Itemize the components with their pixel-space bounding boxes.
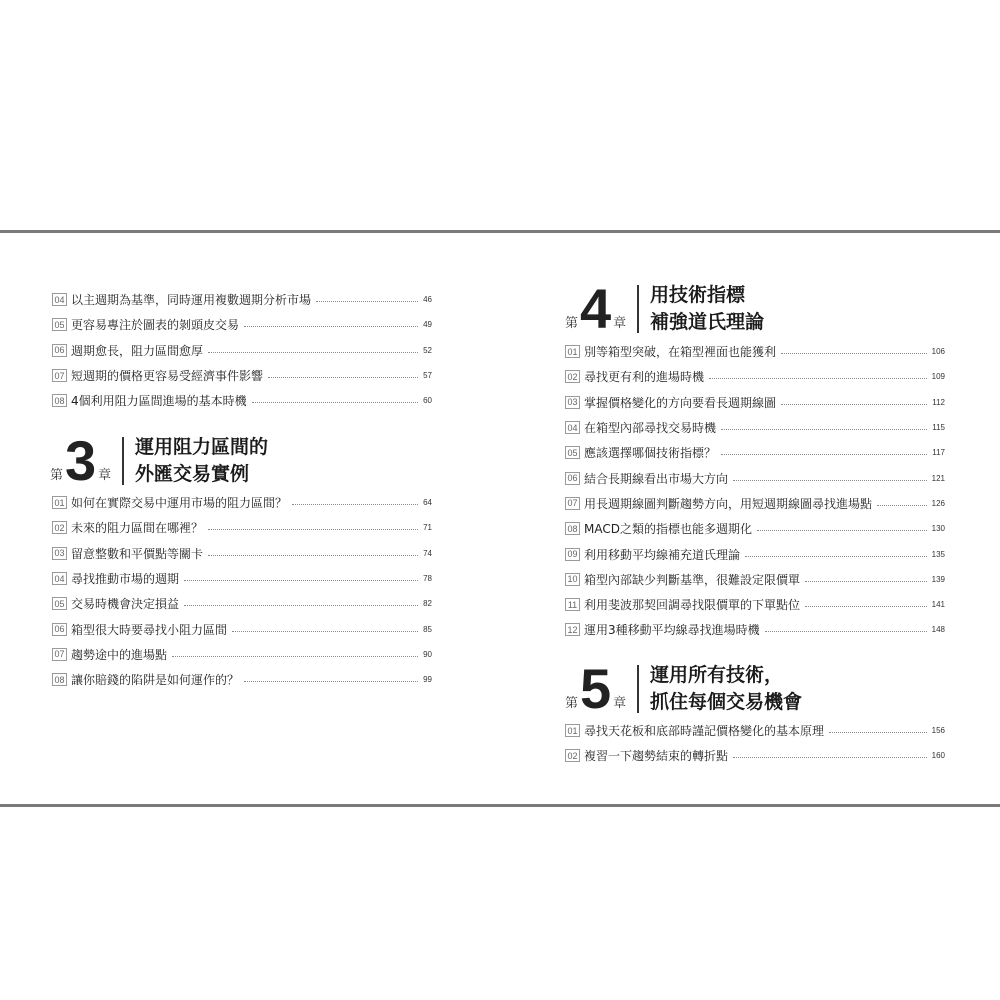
chapter-title <box>135 434 268 488</box>
toc-item <box>52 312 432 337</box>
dotted-leader <box>829 732 927 733</box>
toc-item <box>565 364 945 389</box>
chapter3-list <box>52 490 432 692</box>
page-number: 141 <box>931 600 945 610</box>
toc-item <box>565 390 945 415</box>
section-number-box: 04 <box>52 572 67 585</box>
chapter3-header <box>50 429 269 492</box>
toc-item <box>52 287 432 312</box>
dotted-leader <box>268 377 418 378</box>
dotted-leader <box>733 480 927 481</box>
toc-item <box>52 515 432 540</box>
dotted-leader <box>172 656 418 657</box>
top-divider <box>0 230 1000 233</box>
page-number: 117 <box>932 448 945 458</box>
page-number: 82 <box>423 599 432 609</box>
dotted-leader <box>208 529 418 530</box>
page-number: 148 <box>931 625 945 635</box>
section-number-box: 07 <box>52 369 67 382</box>
page-number: 46 <box>423 295 432 305</box>
toc-item <box>565 718 945 743</box>
chapter-number-mark <box>565 657 627 720</box>
section-number-box: 02 <box>52 521 67 534</box>
chapter-title <box>650 282 764 336</box>
page-number: 112 <box>932 397 945 407</box>
section-title: 尋找更有利的進場時機 <box>584 370 705 385</box>
page-number: 139 <box>931 574 945 584</box>
section-number-box: 03 <box>52 547 67 560</box>
section-title: 應該選擇哪個技術指標？ <box>584 446 717 461</box>
dotted-leader <box>721 454 927 455</box>
toc-item <box>565 567 945 592</box>
toc-item <box>565 465 945 490</box>
chapter5-header <box>565 657 803 720</box>
dotted-leader <box>316 301 418 302</box>
chapter-title-line1: 用技術指標 <box>650 284 746 306</box>
toc-item <box>52 541 432 566</box>
chapter-divider-bar <box>637 665 639 713</box>
section-title: 利用斐波那契回調尋找限價單的下單點位 <box>584 598 801 613</box>
chapter5-list <box>565 718 945 769</box>
dotted-leader <box>733 757 927 758</box>
section-title: 尋找推動市場的週期 <box>71 572 180 587</box>
section-number-box: 07 <box>565 497 580 510</box>
dotted-leader <box>184 580 418 581</box>
section-title: 利用移動平均線補充道氏理論 <box>584 547 741 562</box>
section-number-box: 04 <box>52 293 67 306</box>
page-number: 156 <box>931 726 945 736</box>
section-number-box: 01 <box>52 496 67 509</box>
section-number-box: 10 <box>565 573 580 586</box>
section-title: 交易時機會決定損益 <box>71 597 180 612</box>
toc-item <box>565 617 945 642</box>
section-title: 更容易專注於圖表的剝頭皮交易 <box>71 318 240 333</box>
chapter-prefix: 第 <box>50 468 64 483</box>
dotted-leader <box>781 404 927 405</box>
section-number-box: 11 <box>565 598 580 611</box>
page-number: 85 <box>423 624 432 634</box>
section-title: 用長週期線圖判斷趨勢方向，用短週期線圖尋找進場點 <box>584 496 873 511</box>
section-number-box: 06 <box>565 472 580 485</box>
toc-item <box>565 743 945 768</box>
page-number: 49 <box>423 320 432 330</box>
chapter4-header <box>565 277 765 340</box>
toc-item <box>565 440 945 465</box>
chapter-divider-bar <box>637 285 639 333</box>
chapter-number-mark <box>50 429 112 492</box>
dotted-leader <box>208 555 418 556</box>
toc-item <box>565 491 945 516</box>
chapter-title-line2: 外匯交易實例 <box>135 463 250 485</box>
toc-item <box>52 616 432 641</box>
chapter-number: 5 <box>580 657 612 720</box>
page-number: 99 <box>423 675 432 685</box>
toc-item <box>565 339 945 364</box>
section-title: 尋找天花板和底部時謹記價格變化的基本原理 <box>584 724 825 739</box>
section-number-box: 01 <box>565 345 580 358</box>
chapter4-list <box>565 339 945 643</box>
page-number: 135 <box>931 549 945 559</box>
section-number-box: 08 <box>52 673 67 686</box>
section-title: 掌握價格變化的方向要看長週期線圖 <box>584 395 777 410</box>
page-number: 109 <box>931 372 945 382</box>
section-title: 箱型很大時要尋找小阻力區間 <box>71 622 228 637</box>
chapter-title-line1: 運用所有技術， <box>650 664 784 686</box>
bottom-divider <box>0 804 1000 807</box>
toc-item <box>52 338 432 363</box>
section-number-box: 07 <box>52 648 67 661</box>
toc-item <box>52 591 432 616</box>
toc-item <box>565 415 945 440</box>
toc-item <box>52 667 432 692</box>
page-number: 115 <box>932 423 945 433</box>
chapter-title-line1: 運用阻力區間的 <box>135 436 269 458</box>
section-title: 結合長期線看出市場大方向 <box>584 471 729 486</box>
chapter-suffix: 章 <box>613 316 627 331</box>
section-number-box: 03 <box>565 396 580 409</box>
toc-item <box>565 516 945 541</box>
section-number-box: 05 <box>52 597 67 610</box>
dotted-leader <box>765 631 927 632</box>
page-number: 78 <box>423 574 432 584</box>
page-number: 130 <box>931 524 945 534</box>
dotted-leader <box>781 353 927 354</box>
dotted-leader <box>184 605 418 606</box>
dotted-leader <box>709 378 927 379</box>
section-title: 趨勢途中的進場點 <box>71 647 168 662</box>
section-title: 留意整數和平價點等關卡 <box>71 546 204 561</box>
section-number-box: 02 <box>565 749 580 762</box>
dotted-leader <box>805 581 927 582</box>
section-number-box: 02 <box>565 370 580 383</box>
chapter-number-mark <box>565 277 627 340</box>
chapter-suffix: 章 <box>613 696 627 711</box>
page-number: 52 <box>423 345 432 355</box>
section-title: 如何在實際交易中運用市場的阻力區間？ <box>71 496 288 511</box>
section-title: 在箱型內部尋找交易時機 <box>584 421 717 436</box>
chapter-title <box>650 662 802 716</box>
chapter-suffix: 章 <box>98 468 112 483</box>
dotted-leader <box>745 556 927 557</box>
chapter-number: 3 <box>65 429 97 492</box>
section-number-box: 06 <box>52 344 67 357</box>
dotted-leader <box>208 352 418 353</box>
chapter-title-line2: 補強道氏理論 <box>650 311 765 333</box>
page-number: 121 <box>931 473 945 483</box>
section-title: 運用3種移動平均線尋找進場時機 <box>584 623 760 638</box>
section-title: 讓你賠錢的陷阱是如何運作的？ <box>71 673 240 688</box>
section-title: 別等箱型突破，在箱型裡面也能獲利 <box>584 345 777 360</box>
section-number-box: 01 <box>565 724 580 737</box>
chapter2-continued-list <box>52 287 432 413</box>
page-number: 64 <box>423 498 432 508</box>
section-title: 週期愈長，阻力區間愈厚 <box>71 343 204 358</box>
section-title: 複習一下趨勢結束的轉折點 <box>584 749 729 764</box>
section-title: MACD之類的指標也能多週期化 <box>584 522 752 537</box>
page-number: 160 <box>931 751 945 761</box>
section-number-box: 06 <box>52 623 67 636</box>
chapter-title-line2: 抓住每個交易機會 <box>650 691 803 713</box>
toc-item <box>565 541 945 566</box>
chapter-prefix: 第 <box>565 696 579 711</box>
toc-item <box>52 363 432 388</box>
chapter-prefix: 第 <box>565 316 579 331</box>
section-title: 短週期的價格更容易受經濟事件影響 <box>71 369 264 384</box>
dotted-leader <box>877 505 927 506</box>
dotted-leader <box>244 326 418 327</box>
section-number-box: 12 <box>565 623 580 636</box>
chapter-divider-bar <box>122 437 124 485</box>
section-number-box: 08 <box>52 394 67 407</box>
toc-item <box>52 642 432 667</box>
dotted-leader <box>721 429 927 430</box>
section-number-box: 05 <box>52 318 67 331</box>
section-number-box: 09 <box>565 548 580 561</box>
dotted-leader <box>805 606 927 607</box>
toc-item <box>52 566 432 591</box>
dotted-leader <box>232 631 418 632</box>
page-number: 57 <box>423 371 432 381</box>
dotted-leader <box>244 681 418 682</box>
section-number-box: 04 <box>565 421 580 434</box>
section-title: 未來的阻力區間在哪裡？ <box>71 521 204 536</box>
page-number: 126 <box>931 498 945 508</box>
page-number: 60 <box>423 396 432 406</box>
page-number: 106 <box>931 347 945 357</box>
page-number: 71 <box>423 523 432 533</box>
dotted-leader <box>757 530 927 531</box>
page-number: 74 <box>423 548 432 558</box>
page-number: 90 <box>423 649 432 659</box>
toc-item <box>52 490 432 515</box>
chapter-number: 4 <box>580 277 612 340</box>
toc-item <box>565 592 945 617</box>
dotted-leader <box>252 402 418 403</box>
toc-item <box>52 388 432 413</box>
section-title: 以主週期為基準，同時運用複數週期分析市場 <box>71 293 312 308</box>
section-number-box: 08 <box>565 522 580 535</box>
dotted-leader <box>292 504 418 505</box>
section-number-box: 05 <box>565 446 580 459</box>
section-title: 4個利用阻力區間進場的基本時機 <box>71 394 247 409</box>
section-title: 箱型內部缺少判斷基準，很難設定限價單 <box>584 572 801 587</box>
